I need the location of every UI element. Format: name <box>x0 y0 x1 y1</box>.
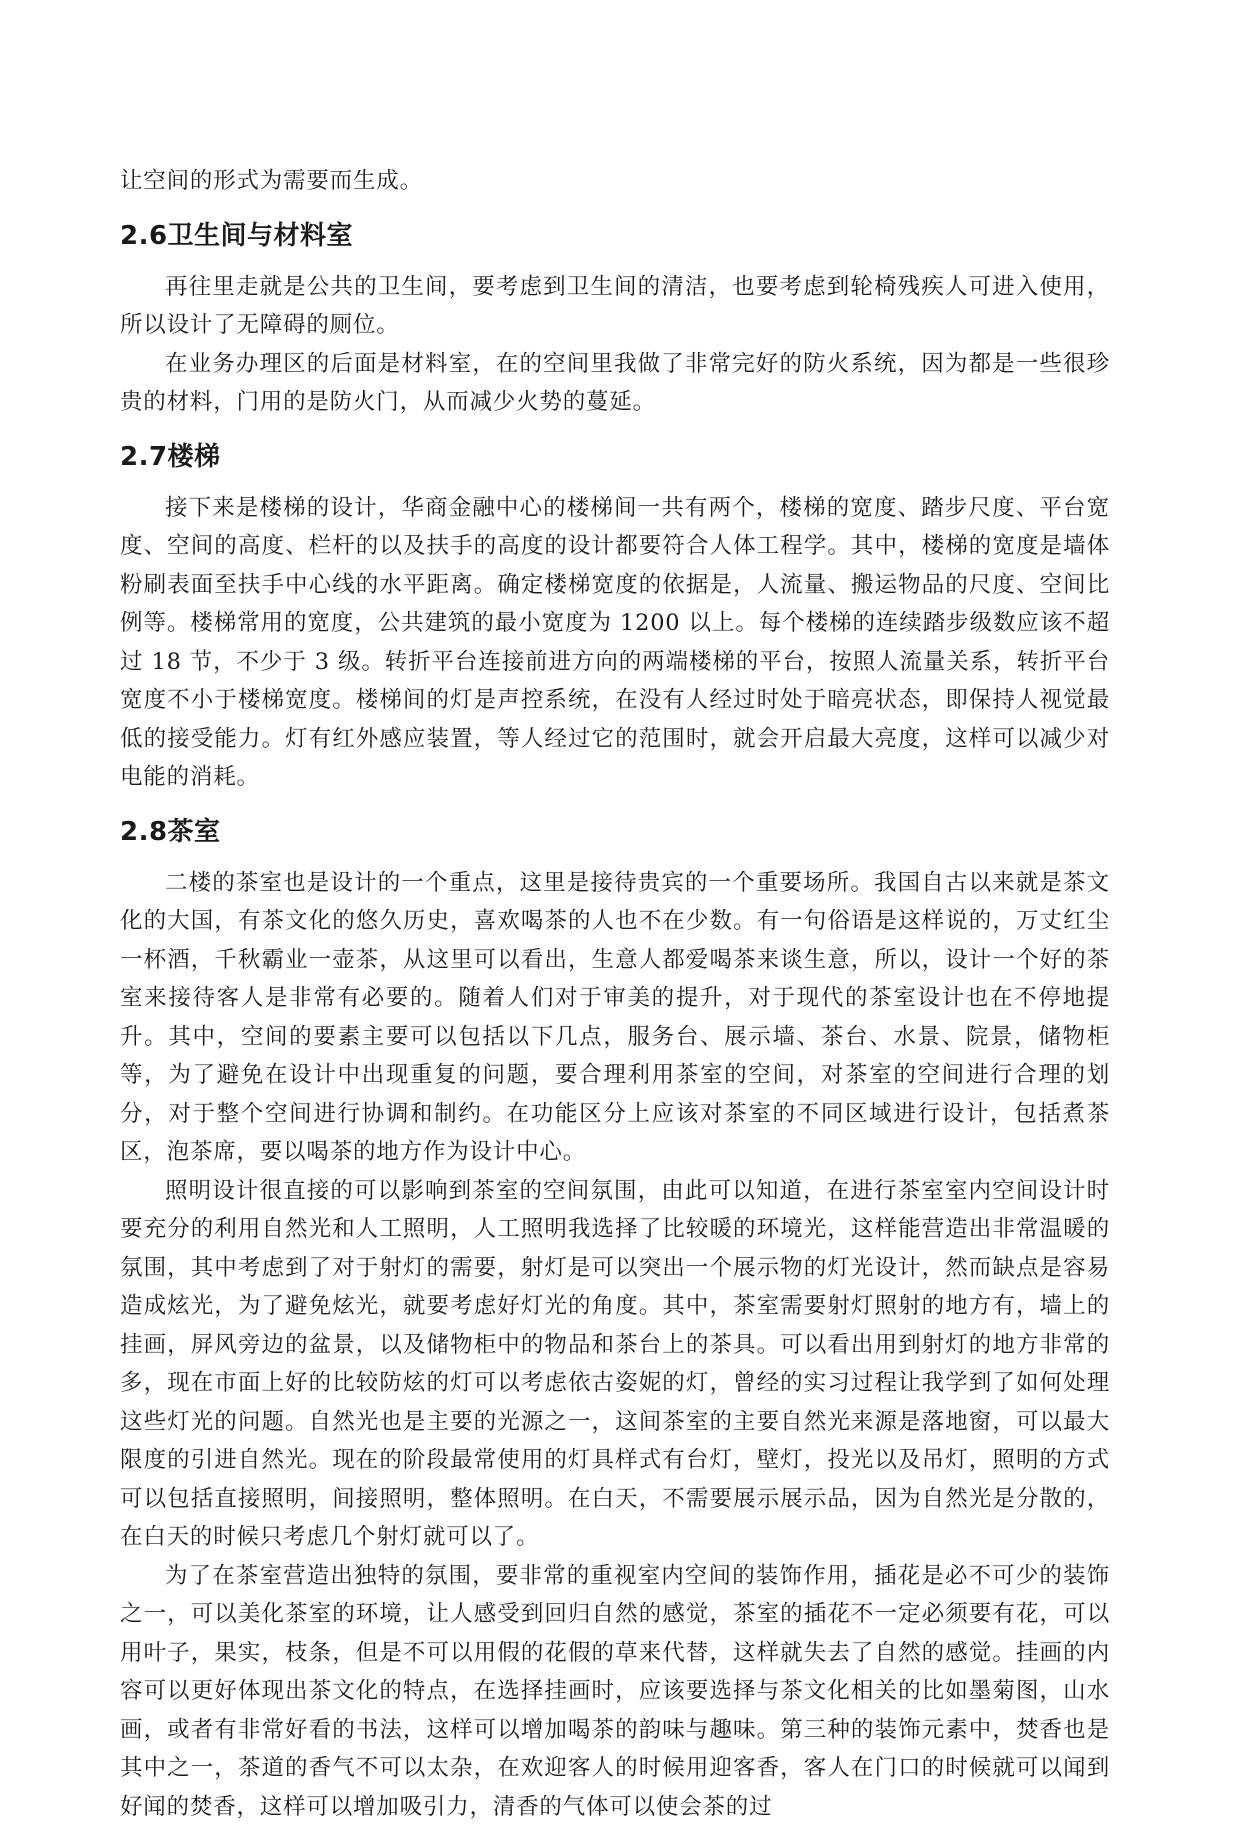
paragraph-2-8-1: 二楼的茶室也是设计的一个重点，这里是接待贵宾的一个重要场所。我国自古以来就是茶文化的大国，有茶文化的悠久历史，喜欢喝茶的人也不在少数。有一句俗语是这样说的，万丈红尘一杯酒，千秋霸业一壶茶，从这里可以看出，生意人都爱喝茶来谈生意，所以，设计一个好的茶室来接待客人是非常有必要的。随着人们对于审美的提升，对于现代的茶室设计也在不停地提升。其中，空间的要素主要可以包括以下几点，服务台、展示墙、茶台、水景、院景，储物柜等，为了避免在设计中出现重复的问题，要合理利用茶室的空间，对茶室的空间进行合理的划分，对于整个空间进行协调和制约。在功能区分上应该对茶室的不同区域进行设计，包括煮茶区，泡茶席，要以喝茶的地方作为设计中心。 <box>120 864 1110 1172</box>
paragraph-2-6-1: 再往里走就是公共的卫生间，要考虑到卫生间的清洁，也要考虑到轮椅残疾人可进入使用，所以设计了无障碍的厕位。 <box>120 268 1110 345</box>
section-heading-2-8: 2.8茶室 <box>120 813 1110 851</box>
paragraph-2-8-2: 照明设计很直接的可以影响到茶室的空间氛围，由此可以知道，在进行茶室室内空间设计时要充分的利用自然光和人工照明，人工照明我选择了比较暖的环境光，这样能营造出非常温暖的氛围，其中考虑到了对于射灯的需要，射灯是可以突出一个展示物的灯光设计，然而缺点是容易造成炫光，为了避免炫光，就要考虑好灯光的角度。其中，茶室需要射灯照射的地方有，墙上的挂画，屏风旁边的盆景，以及储物柜中的物品和茶台上的茶具。可以看出用到射灯的地方非常的多，现在市面上好的比较防炫的灯可以考虑依古姿妮的灯，曾经的实习过程让我学到了如何处理这些灯光的问题。自然光也是主要的光源之一，这间茶室的主要自然光来源是落地窗，可以最大限度的引进自然光。现在的阶段最常使用的灯具样式有台灯，壁灯，投光以及吊灯，照明的方式可以包括直接照明，间接照明，整体照明。在白天，不需要展示展示品，因为自然光是分散的，在白天的时候只考虑几个射灯就可以了。 <box>120 1172 1110 1557</box>
paragraph-2-7-1: 接下来是楼梯的设计，华商金融中心的楼梯间一共有两个，楼梯的宽度、踏步尺度、平台宽度、空间的高度、栏杆的以及扶手的高度的设计都要符合人体工程学。其中，楼梯的宽度是墙体粉刷表面至扶手中心线的水平距离。确定楼梯宽度的依据是，人流量、搬运物品的尺度、空间比例等。楼梯常用的宽度，公共建筑的最小宽度为 1200 以上。每个楼梯的连续踏步级数应该不超过 18 节，不少于 3 级。转折平台连接前进方向的两端楼梯的平台，按照人流量关系，转折平台宽度不小于楼梯宽度。楼梯间的灯是声控系统，在没有人经过时处于暗亮状态，即保持人视觉最低的接受能力。灯有红外感应装置，等人经过它的范围时，就会开启最大亮度，这样可以减少对电能的消耗。 <box>120 489 1110 797</box>
section-heading-2-6: 2.6卫生间与材料室 <box>120 217 1110 255</box>
intro-paragraph: 让空间的形式为需要而生成。 <box>120 162 1110 201</box>
paragraph-2-8-3: 为了在茶室营造出独特的氛围，要非常的重视室内空间的装饰作用，插花是必不可少的装饰之一，可以美化茶室的环境，让人感受到回归自然的感觉，茶室的插花不一定必须要有花，可以用叶子，果实，枝条，但是不可以用假的花假的草来代替，这样就失去了自然的感觉。挂画的内容可以更好体现出茶文化的特点，在选择挂画时，应该要选择与茶文化相关的比如墨菊图，山水画，或者有非常好看的书法，这样可以增加喝茶的韵味与趣味。第三种的装饰元素中，焚香也是其中之一，茶道的香气不可以太杂，在欢迎客人的时候用迎客香，客人在门口的时候就可以闻到好闻的焚香，这样可以增加吸引力，清香的气体可以使会茶的过 <box>120 1557 1110 1826</box>
document-page <box>120 162 1110 1826</box>
section-heading-2-7: 2.7楼梯 <box>120 438 1110 476</box>
paragraph-2-6-2: 在业务办理区的后面是材料室，在的空间里我做了非常完好的防火系统，因为都是一些很珍贵的材料，门用的是防火门，从而减少火势的蔓延。 <box>120 345 1110 422</box>
